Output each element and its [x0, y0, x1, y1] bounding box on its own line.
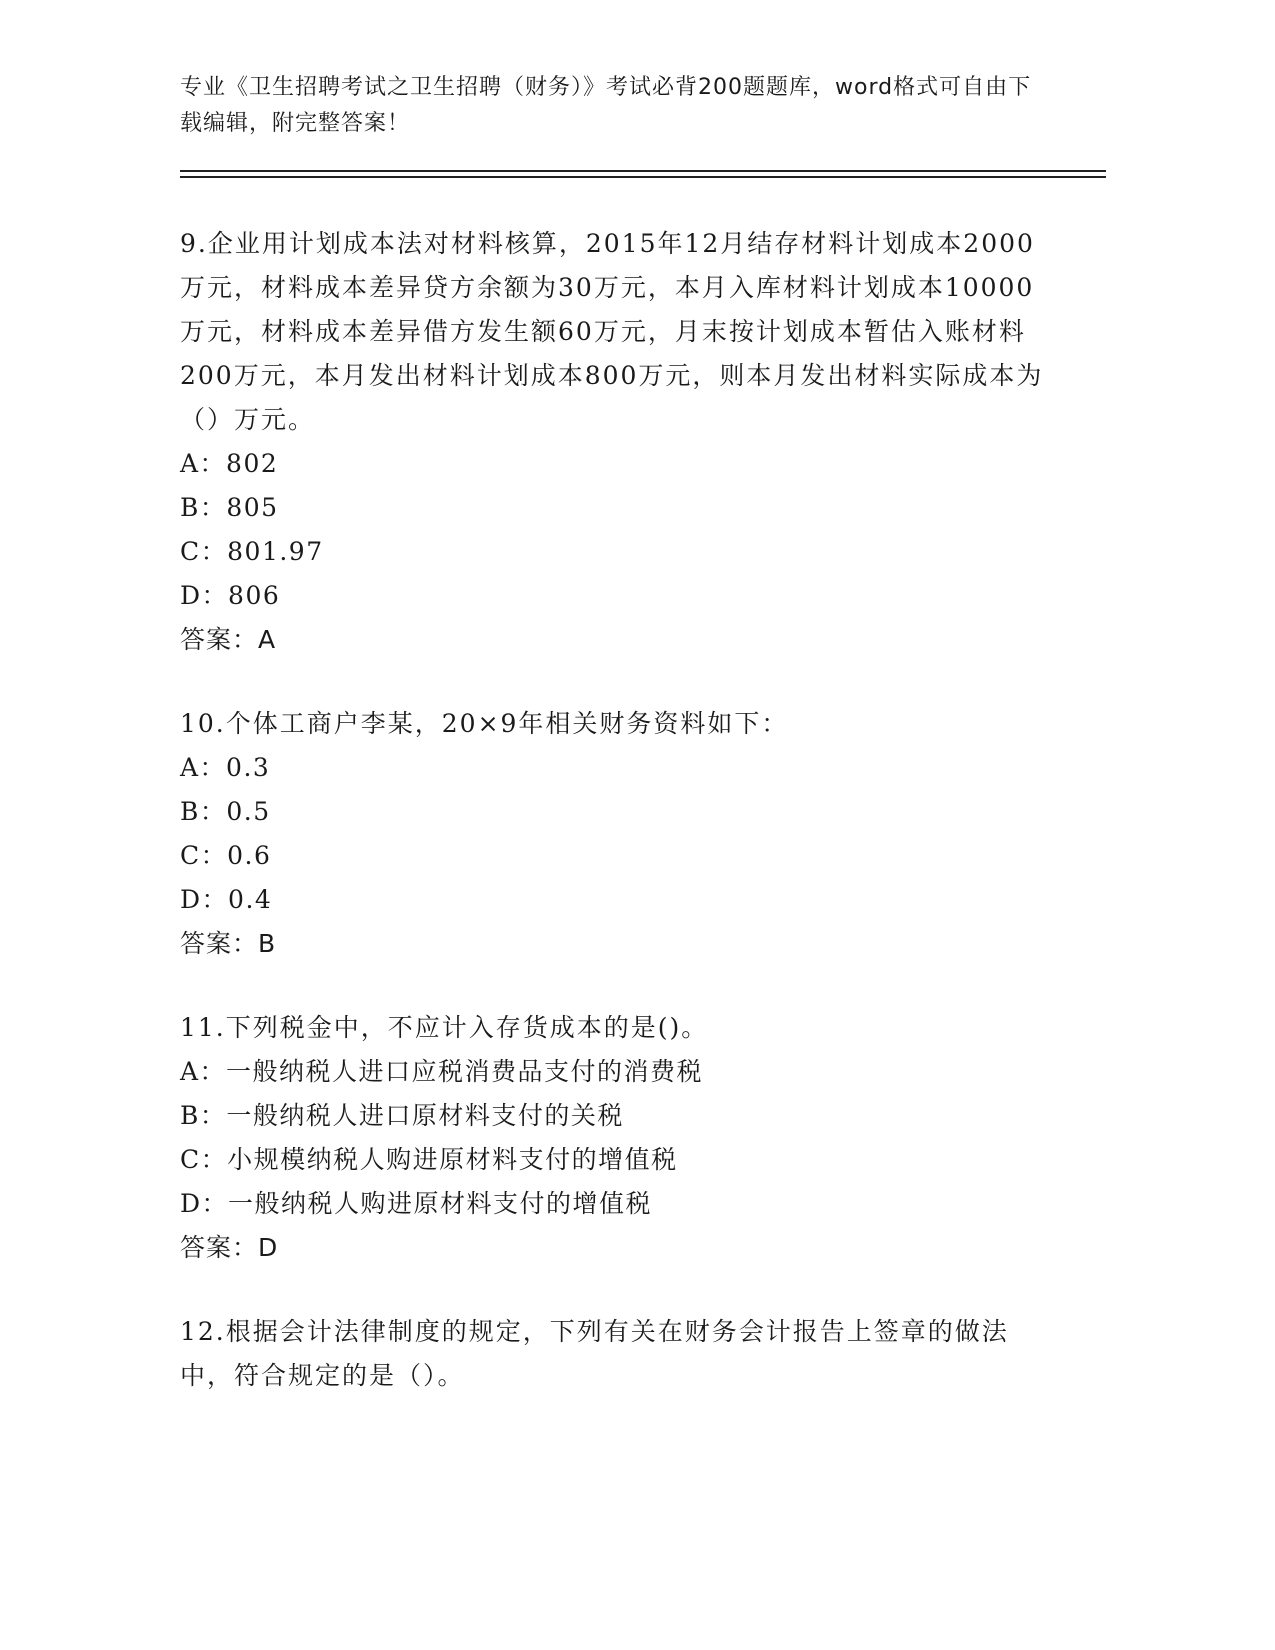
- question-list: [180, 222, 1050, 1438]
- answer-line: 答案：A: [180, 625, 277, 654]
- option-c: C：0.6: [180, 841, 272, 870]
- option-b: B：0.5: [180, 797, 271, 826]
- question-10: [180, 702, 1050, 966]
- question-stem: 10.个体工商户李某，20×9年相关财务资料如下：: [180, 709, 789, 738]
- option-a: A：0.3: [180, 753, 271, 782]
- option-c: C：801.97: [180, 537, 324, 566]
- question-stem: 11.下列税金中，不应计入存货成本的是()。: [180, 1013, 709, 1042]
- option-c: C：小规模纳税人购进原材料支付的增值税: [180, 1145, 678, 1174]
- question-stem: 12.根据会计法律制度的规定，下列有关在财务会计报告上签章的做法中，符合规定的是（）。: [180, 1317, 1009, 1390]
- option-d: D：0.4: [180, 885, 273, 914]
- option-d: D：一般纳税人购进原材料支付的增值税: [180, 1189, 653, 1218]
- option-d: D：806: [180, 581, 281, 610]
- option-b: B：805: [180, 493, 279, 522]
- option-b: B：一般纳税人进口原材料支付的关税: [180, 1101, 624, 1130]
- header-divider-bottom: [180, 176, 1106, 178]
- document-header: 专业《卫生招聘考试之卫生招聘（财务）》考试必背200题题库，word格式可自由下载编辑，附完整答案！: [180, 75, 1032, 136]
- question-9: [180, 222, 1050, 662]
- question-stem: 9.企业用计划成本法对材料核算，2015年12月结存材料计划成本2000万元，材料成本差异贷方余额为30万元，本月入库材料计划成本10000万元，材料成本差异借方发生额60万元，月末按计划成本暂估入账材料200万元，本月发出材料计划成本800万元，则本月发出材料实际成本为（）万元。: [180, 229, 1044, 434]
- answer-line: 答案：B: [180, 929, 277, 958]
- answer-line: 答案：D: [180, 1233, 279, 1262]
- option-a: A：802: [180, 449, 279, 478]
- header-divider-top: [180, 170, 1106, 172]
- question-12: [180, 1310, 1050, 1398]
- question-11: [180, 1006, 1050, 1270]
- option-a: A：一般纳税人进口应税消费品支付的消费税: [180, 1057, 704, 1086]
